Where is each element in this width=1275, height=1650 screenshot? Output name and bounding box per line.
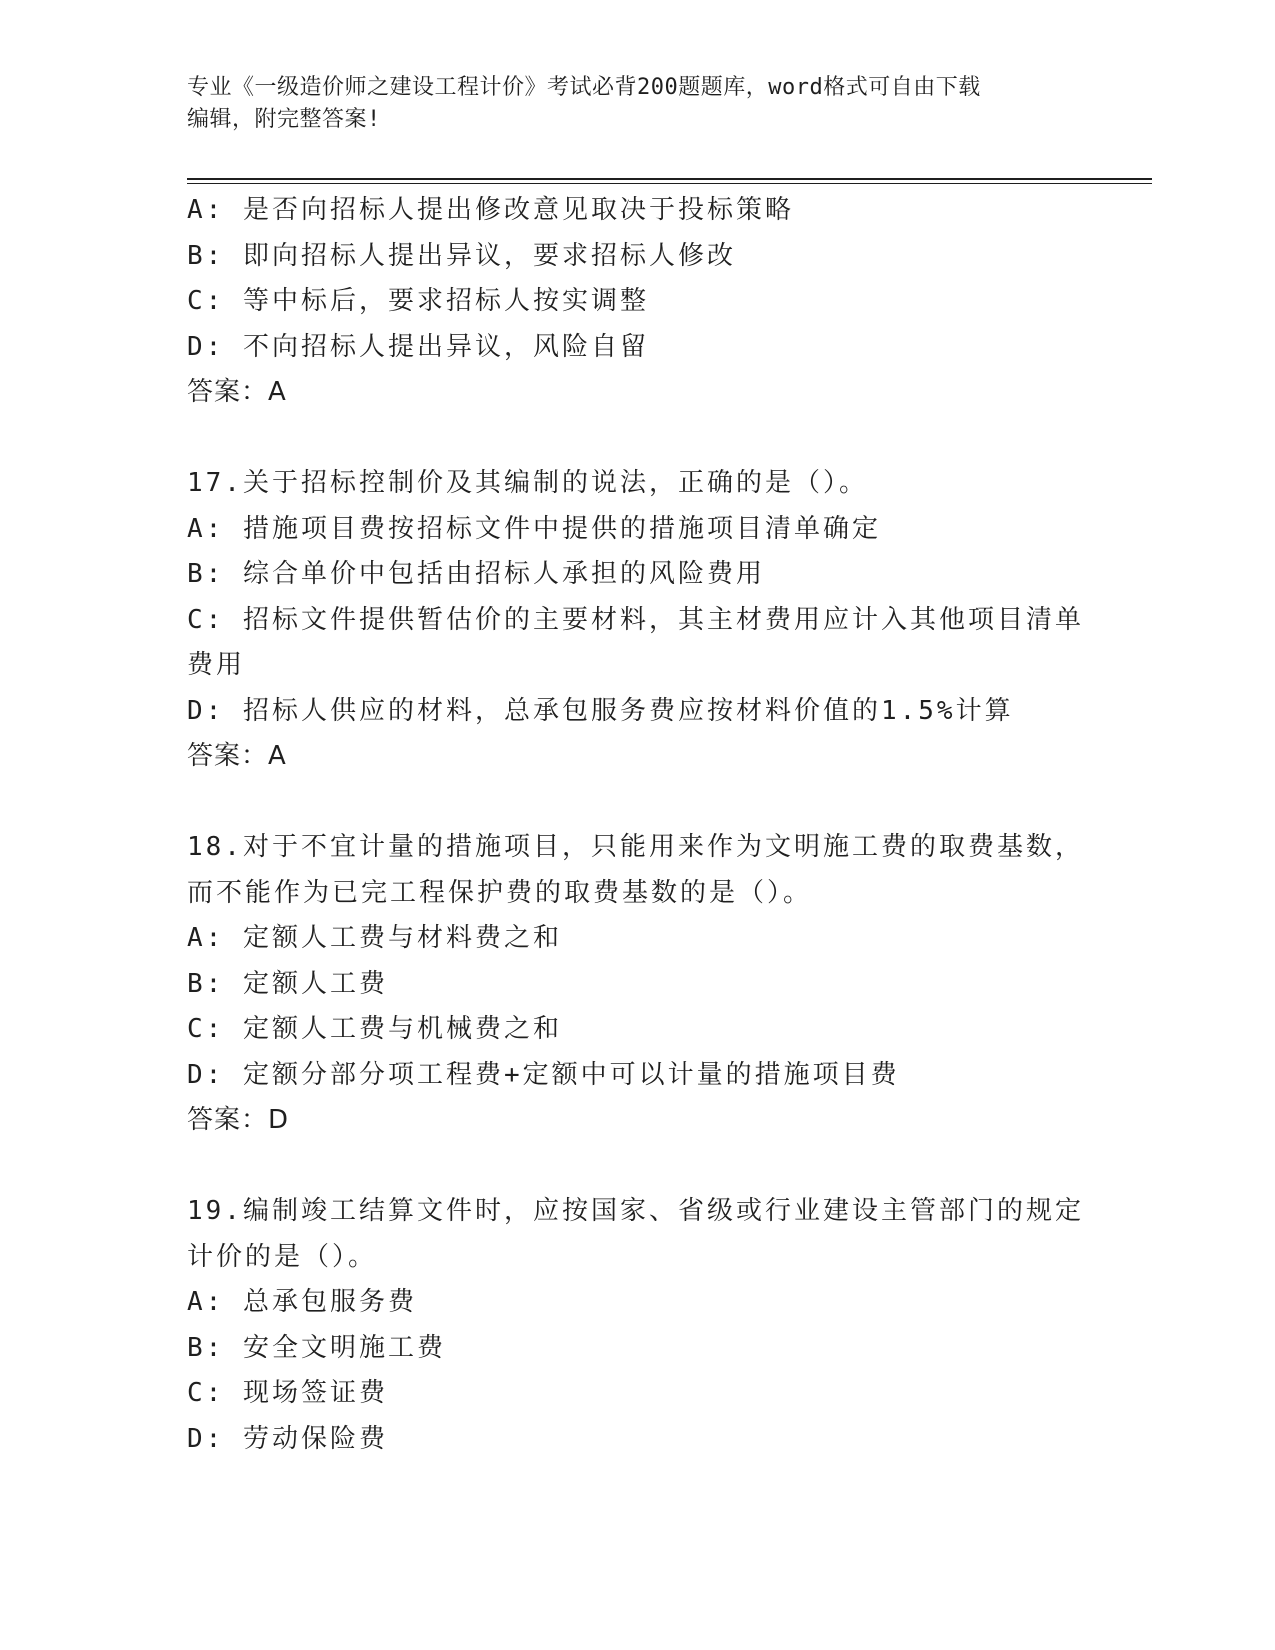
option-b: B: 即向招标人提出异议，要求招标人修改: [187, 240, 736, 271]
question-stem: 19.编制竣工结算文件时，应按国家、省级或行业建设主管部门的规定计价的是（）。: [187, 1196, 1084, 1272]
option-b: B: 定额人工费: [187, 968, 388, 999]
spacer: [187, 416, 1087, 462]
option-d: D: 不向招标人提出异议，风险自留: [187, 331, 649, 362]
option-b: B: 综合单价中包括由招标人承担的风险费用: [187, 559, 765, 589]
answer-line: 答案：D: [187, 1105, 290, 1135]
question-18-block: [187, 825, 1087, 1144]
header-line-1: 专业《一级造价师之建设工程计价》考试必背200题题库，word格式可自由下载: [187, 75, 981, 100]
option-c: C: 等中标后，要求招标人按实调整: [187, 286, 649, 316]
question-19-block: [187, 1189, 1087, 1462]
option-d: D: 劳动保险费: [187, 1423, 388, 1454]
option-b: B: 安全文明施工费: [187, 1332, 446, 1363]
header-divider-thick: [187, 178, 1152, 180]
question-list: [187, 188, 1087, 1462]
answer-line: 答案：A: [187, 741, 287, 771]
question-stem: 17.关于招标控制价及其编制的说法，正确的是（）。: [187, 468, 868, 498]
option-c: C: 现场签证费: [187, 1378, 388, 1408]
option-c: C: 招标文件提供暂估价的主要材料，其主材费用应计入其他项目清单费用: [187, 604, 1084, 680]
option-c: C: 定额人工费与机械费之和: [187, 1014, 562, 1044]
option-a: A: 是否向招标人提出修改意见取决于投标策略: [187, 195, 794, 225]
option-d: D: 定额分部分项工程费+定额中可以计量的措施项目费: [187, 1059, 900, 1090]
option-a: A: 措施项目费按招标文件中提供的措施项目清单确定: [187, 513, 881, 544]
document-header: [187, 72, 1067, 136]
option-d: D: 招标人供应的材料，总承包服务费应按材料价值的1.5%计算: [187, 695, 1014, 726]
option-a: A: 定额人工费与材料费之和: [187, 923, 562, 953]
header-line-2: 编辑，附完整答案!: [187, 107, 381, 132]
header-divider-thin: [187, 183, 1152, 184]
option-a: A: 总承包服务费: [187, 1287, 417, 1317]
question-16-block: [187, 188, 1087, 416]
spacer: [187, 780, 1087, 826]
spacer: [187, 1144, 1087, 1190]
answer-line: 答案：A: [187, 377, 287, 407]
question-stem: 18.对于不宜计量的措施项目，只能用来作为文明施工费的取费基数，而不能作为已完工程保护费的取费基数的是（）。: [187, 832, 1084, 908]
question-17-block: [187, 461, 1087, 780]
